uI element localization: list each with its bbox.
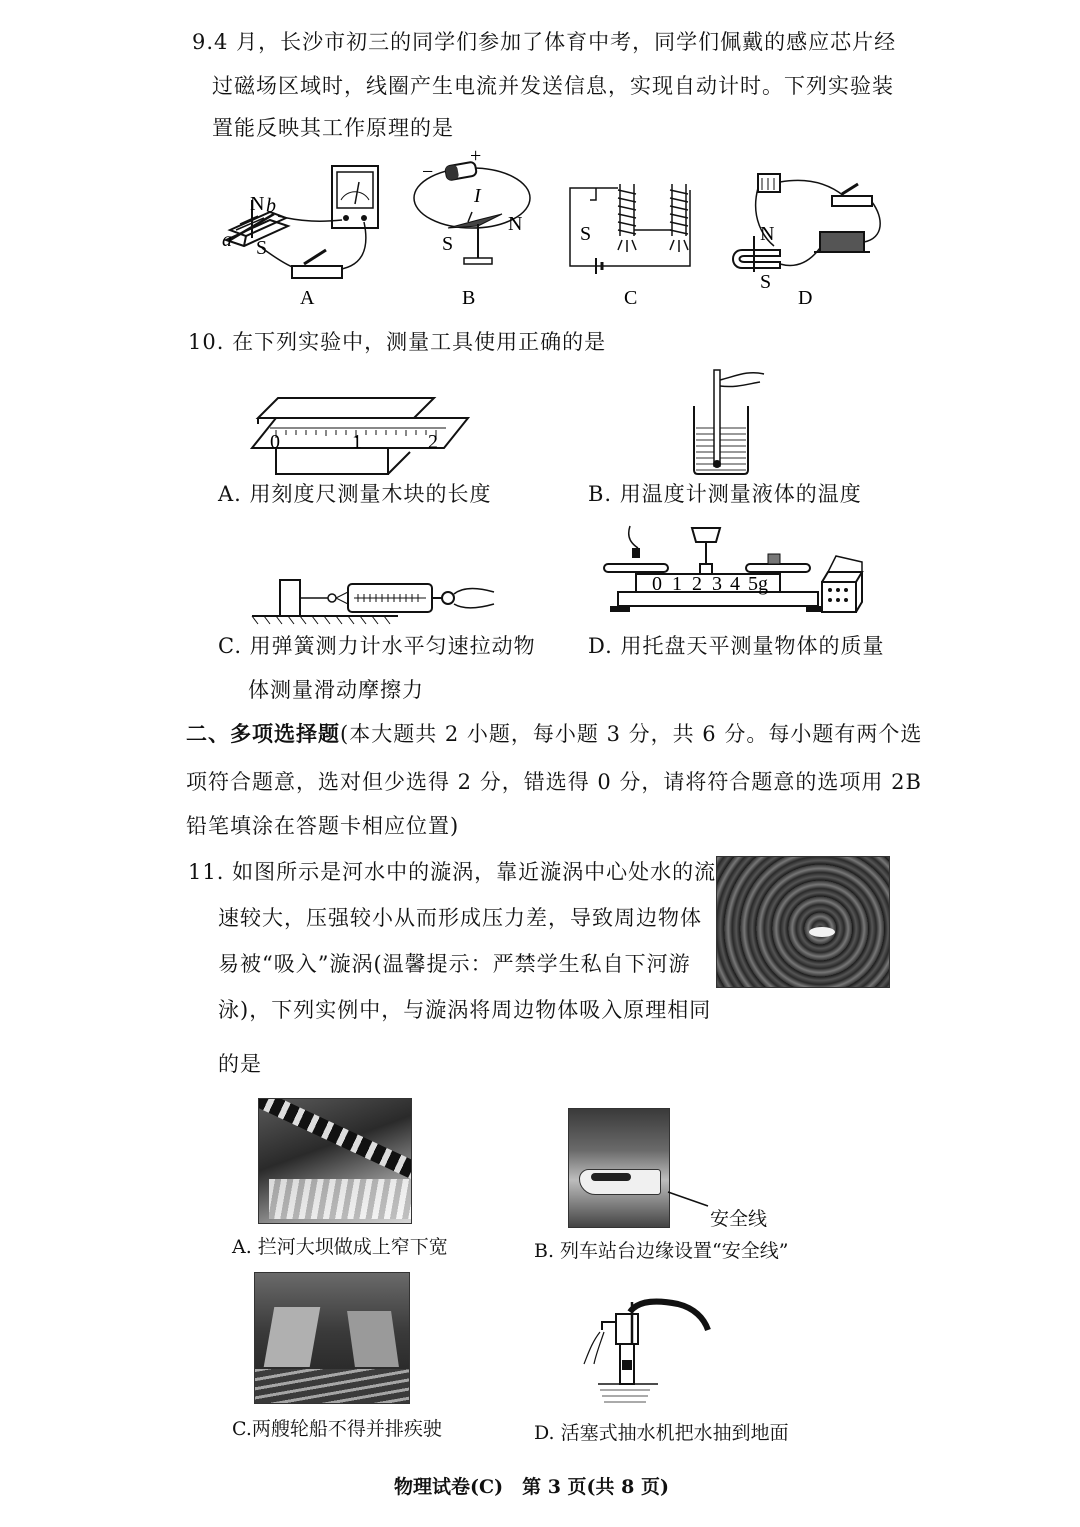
- section2-line-3: 铅笔填涂在答题卡相应位置): [186, 814, 460, 838]
- q10-option-c-line2: 体测量滑动摩擦力: [248, 678, 424, 702]
- q9-option-d: D: [798, 287, 813, 309]
- balance-tick-2: 2: [692, 573, 702, 595]
- q10-option-b: B. 用温度计测量液体的温度: [588, 482, 862, 506]
- section2-title: 二、多项选择题: [186, 721, 340, 746]
- balance-tick-1: 1: [672, 573, 682, 595]
- q11-line-4: 泳)，下列实例中，与漩涡将周边物体吸入原理相同: [218, 998, 712, 1022]
- q10-option-c-line1: C. 用弹簧测力计水平匀速拉动物: [218, 634, 536, 658]
- ships-wake: [255, 1369, 409, 1403]
- q10-ruler-figure: [250, 390, 470, 476]
- q10-option-a: A. 用刻度尺测量木块的长度: [218, 482, 492, 506]
- balance-tick-5: 5g: [748, 573, 768, 595]
- q9-line-2: 过磁场区域时，线圈产生电流并发送信息，实现自动计时。下列实验装: [212, 74, 894, 98]
- dam-gates: [258, 1098, 412, 1186]
- q9-option-a: A: [300, 287, 315, 309]
- q11-line-2: 速较大，压强较小从而形成压力差，导致周边物体: [218, 906, 702, 930]
- q9b-s-label: S: [442, 233, 454, 255]
- balance-tick-4: 4: [730, 573, 740, 595]
- ship-left: [264, 1307, 321, 1367]
- q9d-n-label: N: [760, 223, 775, 245]
- ruler-tick-0: 0: [270, 431, 280, 453]
- q9-figure-a: [222, 160, 392, 310]
- q9c-s-label: S: [580, 223, 592, 245]
- q9-line-1: 9.4 月，长沙市初三的同学们参加了体育中考，同学们佩戴的感应芯片经: [192, 30, 897, 54]
- dam-photo: [258, 1098, 412, 1224]
- q9b-n-label: N: [508, 213, 523, 235]
- train-photo: [568, 1108, 670, 1228]
- q9a-n-label: N: [250, 193, 265, 215]
- q11-option-b: B. 列车站台边缘设置“安全线”: [534, 1240, 789, 1262]
- q10-title: 10. 在下列实验中，测量工具使用正确的是: [188, 330, 607, 354]
- q10-thermometer-figure: [688, 366, 768, 478]
- q9-option-b: B: [462, 287, 476, 309]
- q10-option-d: D. 用托盘天平测量物体的质量: [588, 634, 885, 658]
- safety-line-tag: 安全线: [710, 1208, 768, 1230]
- q9b-plus: +: [470, 145, 482, 167]
- ship-right: [347, 1311, 399, 1367]
- q9d-s-label: S: [760, 271, 772, 293]
- q9a-s-label: S: [256, 237, 268, 259]
- q11-option-a: A. 拦河大坝做成上窄下宽: [232, 1236, 448, 1258]
- ruler-tick-1: 1: [352, 431, 362, 453]
- piston-pump-figure: [578, 1298, 718, 1408]
- ships-photo: [254, 1272, 410, 1404]
- q11-line-3: 易被“吸入”漩涡(温馨提示：严禁学生私自下河游: [218, 952, 691, 976]
- q11-line-1: 11. 如图所示是河水中的漩涡，靠近漩涡中心处水的流: [188, 860, 717, 884]
- whirlpool-photo: [716, 856, 890, 988]
- q9b-i-label: I: [474, 185, 481, 207]
- whirlpool-highlight: [809, 927, 835, 937]
- ruler-tick-2: 2: [428, 431, 438, 453]
- q9a-a-label: a: [222, 229, 232, 251]
- q9-line-3: 置能反映其工作原理的是: [212, 116, 454, 140]
- q9-option-c: C: [624, 287, 638, 309]
- dam-water: [269, 1179, 412, 1219]
- q9-figure-d: [724, 168, 894, 310]
- q9-figure-b: [408, 145, 538, 310]
- q9-figure-c: [560, 170, 710, 310]
- section2-intro: (本大题共 2 小题，每小题 3 分，共 6 分。每小题有两个选: [340, 722, 923, 746]
- q11-option-d: D. 活塞式抽水机把水抽到地面: [534, 1422, 789, 1444]
- section2-line-1: [186, 718, 922, 748]
- q11-line-5: 的是: [218, 1052, 262, 1076]
- balance-tick-3: 3: [712, 573, 722, 595]
- q10-balance-figure: [596, 518, 866, 624]
- q9b-minus: −: [422, 161, 434, 183]
- q10-spring-scale-figure: [248, 572, 498, 626]
- q11-option-c: C.两艘轮船不得并排疾驶: [232, 1418, 442, 1440]
- q9a-b-label: b: [266, 195, 276, 217]
- section2-line-2: 项符合题意，选对但少选得 2 分，错选得 0 分，请将符合题意的选项用 2B: [186, 770, 922, 794]
- page-footer: 物理试卷(C) 第 3 页(共 8 页): [394, 1476, 669, 1498]
- train-window: [591, 1173, 631, 1181]
- balance-tick-0: 0: [652, 573, 662, 595]
